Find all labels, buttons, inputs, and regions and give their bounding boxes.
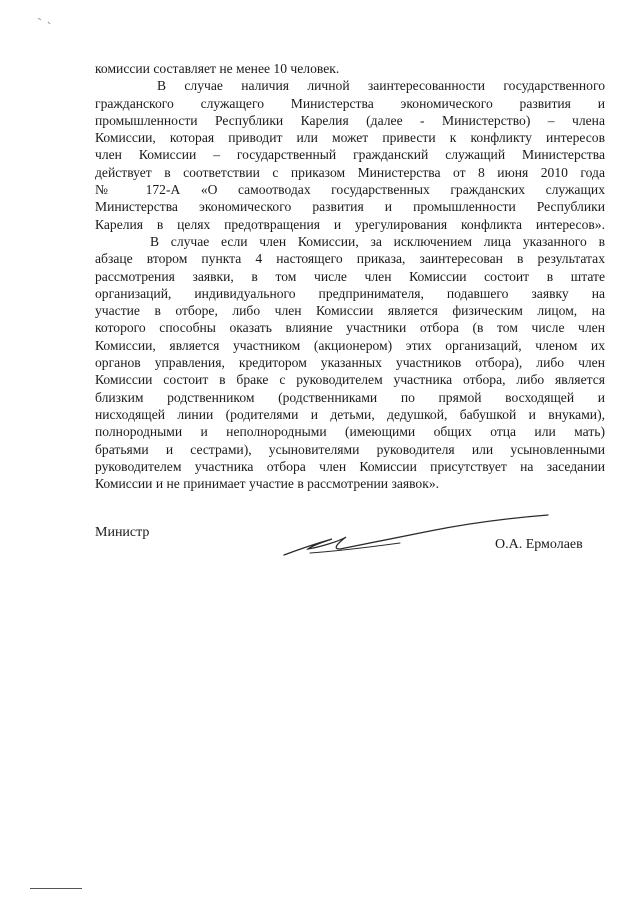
text-line: рассмотрения заявки, в том числе член Комиссии состоит в штате <box>95 268 605 284</box>
text-line: органов управления, кредитором указанных участников отбора), либо член <box>95 355 605 371</box>
text-line: организаций, индивидуального предпринимателя, подавшего заявку на <box>95 285 605 301</box>
text-line: участие в отборе, либо член Комиссии является физическим лицом, на <box>95 303 605 319</box>
text-line: руководителем участника отбора член Комиссии присутствует на заседании <box>95 458 605 474</box>
text-line: Комиссии состоит в браке с руководителем участника отбора, либо является <box>95 372 605 388</box>
text-line: промышленности Республики Карелия (далее - Министерство) – члена <box>95 112 605 128</box>
document-body <box>95 60 605 492</box>
text-line: действует в соответствии с приказом Министерства от 8 июня 2010 года <box>95 164 605 180</box>
text-line: абзаце втором пункта 4 настоящего приказа, заинтересован в результатах <box>95 251 605 267</box>
text-line: братьями и сестрами), усыновителями руководителя или усыновленными <box>95 441 605 457</box>
text-line: гражданского служащего Министерства экономического развития и <box>95 95 605 111</box>
text-line: нисходящей линии (родителями и детьми, дедушкой, бабушкой и внуками), <box>95 406 605 422</box>
text-line: близким родственником (родственниками по прямой восходящей и <box>95 389 605 405</box>
signature-block <box>95 525 615 585</box>
text-line: Комиссии, которая приводит или может привести к конфликту интересов <box>95 130 605 146</box>
text-line: член Комиссии – государственный гражданский служащий Министерства <box>95 147 605 163</box>
paragraph-start-line: В случае наличия личной заинтересованности государственного <box>157 78 605 94</box>
text-line: № 172-А «О самоотводах государственных гражданских служащих <box>95 182 605 198</box>
text-line: Карелия в целях предотвращения и урегулирования конфликта интересов». <box>95 216 605 232</box>
text-line: Комиссии и не принимает участие в рассмотрении заявок». <box>95 476 440 492</box>
text-line: полнородными и неполнородными (имеющими общих отца или мать) <box>95 424 605 440</box>
scan-speck-mark <box>36 14 56 28</box>
text-line: Комиссии, является участником (акционером) этих организаций, членом их <box>95 337 605 353</box>
footnote-divider <box>30 888 82 889</box>
signatory-title: Министр <box>95 525 150 540</box>
paragraph-start-line: В случае если член Комиссии, за исключением лица указанного в <box>150 233 605 249</box>
text-line: комиссии составляет не менее 10 человек. <box>95 61 340 76</box>
text-line: которого способны оказать влияние участники отбора (в том числе член <box>95 320 605 336</box>
text-line: Министерства экономического развития и промышленности Республики <box>95 199 605 215</box>
signatory-name: О.А. Ермолаев <box>495 537 583 552</box>
